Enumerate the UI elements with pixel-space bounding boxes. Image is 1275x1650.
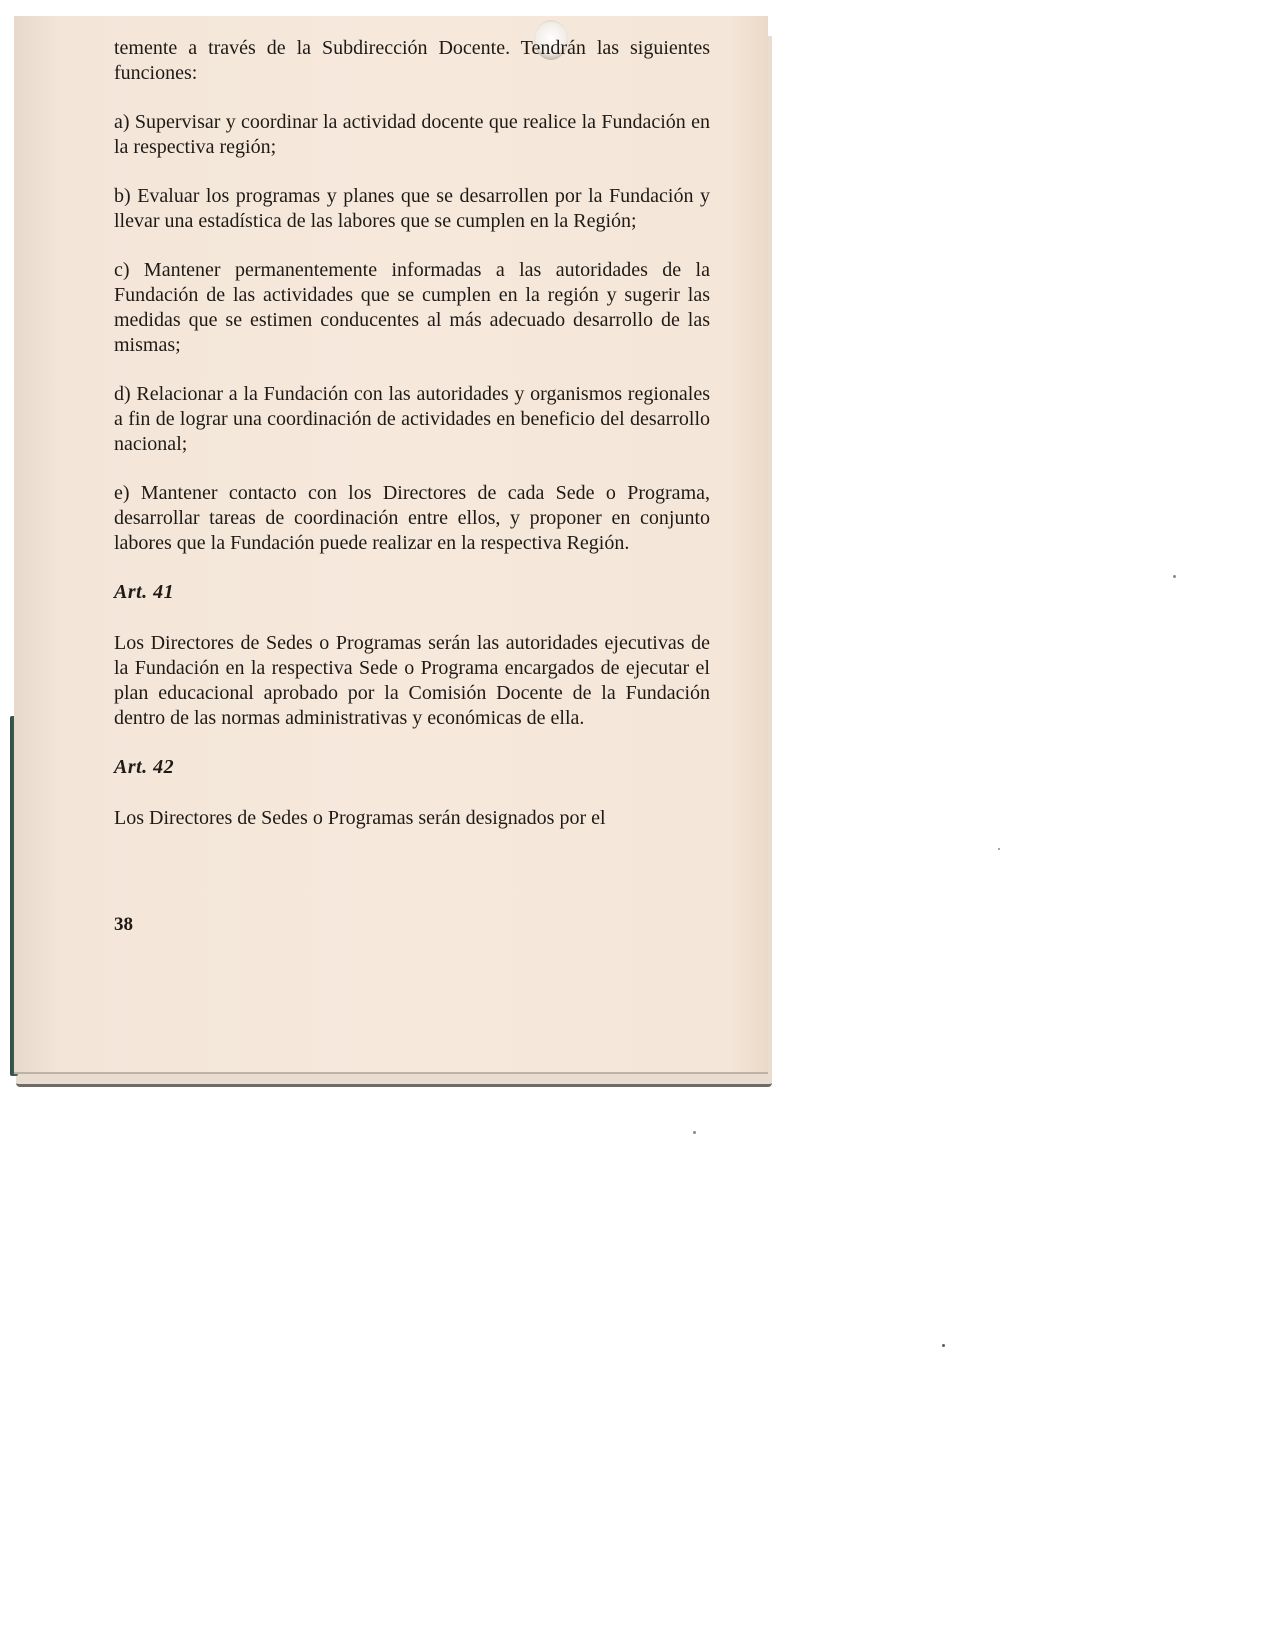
scan-speck	[693, 1131, 696, 1134]
document-page	[14, 16, 768, 1072]
article-41-heading: Art. 41	[114, 581, 175, 603]
paragraph-item-c: c) Mantener permanentemente informadas a las autoridades de la Fundación de las actividades que se cumplen en la región y sugerir las medidas que se estimen conducentes al más adecuado desarrollo de las mismas;	[114, 259, 710, 356]
paragraph-item-d: d) Relacionar a la Fundación con las autoridades y organismos regionales a fin de lograr una coordinación de actividades en beneficio del desarrollo nacional;	[114, 383, 710, 455]
paragraph-item-e: e) Mantener contacto con los Directores de cada Sede o Programa, desarrollar tareas de coordinación entre ellos, y proponer en conjunto labores que la Fundación puede realizar en la respectiva Región.	[114, 482, 710, 554]
article-42-heading: Art. 42	[114, 756, 175, 778]
scan-speck	[1173, 575, 1176, 578]
article-42-text: Los Directores de Sedes o Programas serán designados por el	[114, 807, 606, 829]
page-text	[114, 36, 710, 855]
page-number: 38	[114, 914, 133, 935]
article-41-text: Los Directores de Sedes o Programas serán las autoridades ejecutivas de la Fundación en la respectiva Sede o Programa encargados de ejecutar el plan educacional aprobado por la Comisión Docente de la Fundación dentro de las normas administrativas y económicas de ella.	[114, 632, 710, 729]
scan-speck	[998, 848, 1000, 850]
scanned-page-stack	[10, 16, 770, 1086]
paragraph-item-b: b) Evaluar los programas y planes que se desarrollen por la Fundación y llevar una estadística de las labores que se cumplen en la Región;	[114, 185, 710, 232]
paragraph-intro: temente a través de la Subdirección Docente. Tendrán las siguientes funciones:	[114, 37, 710, 84]
paragraph-item-a: a) Supervisar y coordinar la actividad docente que realice la Fundación en la respectiva región;	[114, 111, 710, 158]
scan-speck	[942, 1344, 945, 1347]
